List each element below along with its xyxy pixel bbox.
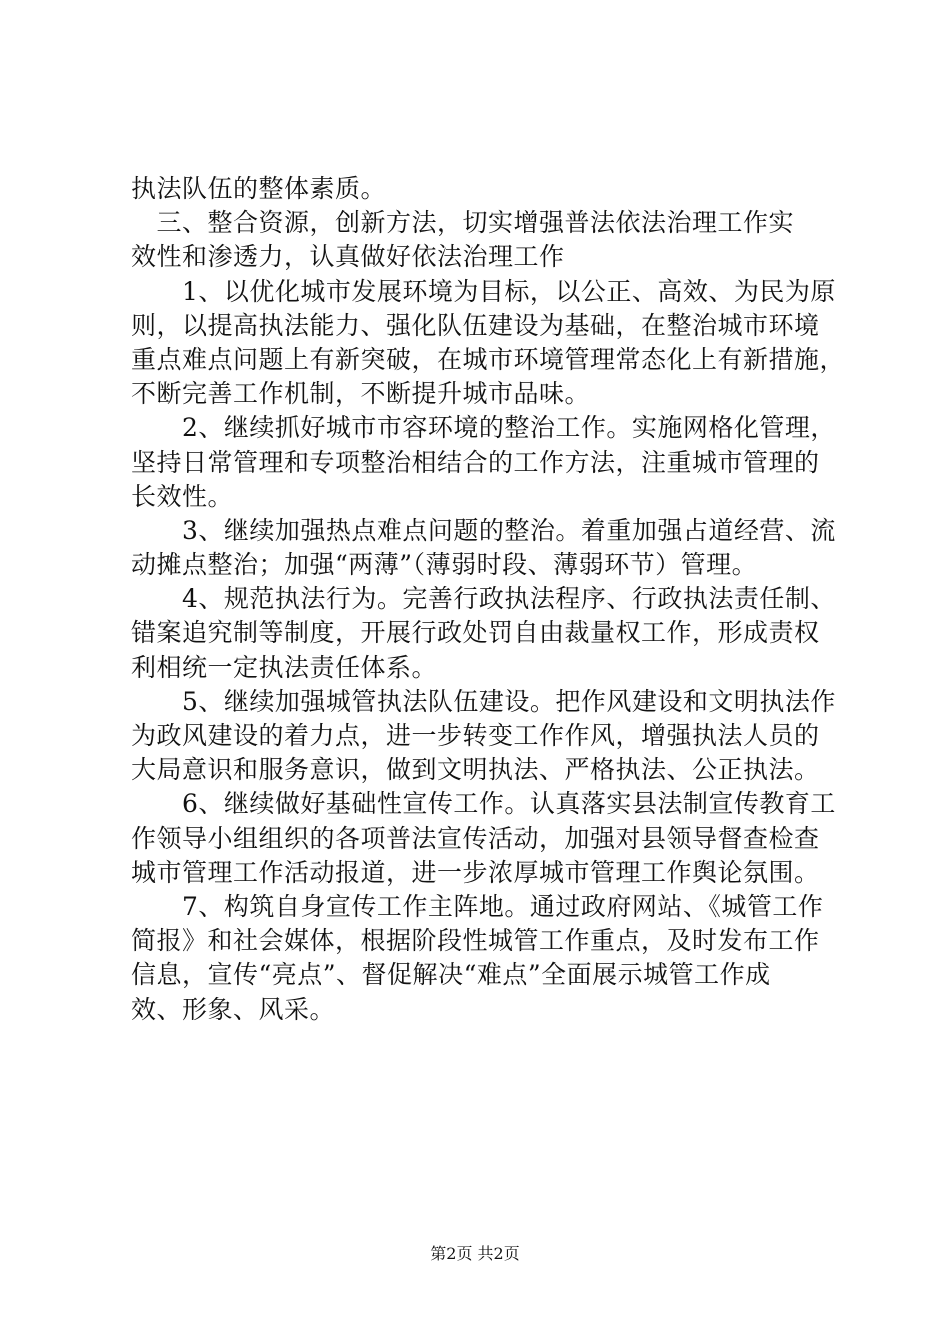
text-line: 长效性。 xyxy=(131,481,234,511)
text-line: 动摊点整治；加强“两薄”（薄弱时段、薄弱环节）管理。 xyxy=(131,550,758,580)
text-line: 为政风建设的着力点，进一步转变工作作风，增强执法人员的 xyxy=(131,721,820,750)
text-line: 简报》和社会媒体，根据阶段性城管工作重点，及时发布工作 xyxy=(131,926,820,956)
text-line: 作领导小组组织的各项普法宣传活动，加强对县领导督查检查 xyxy=(131,823,820,853)
text-line: 2、继续抓好城市市容环境的整治工作。实施网格化管理， xyxy=(131,413,836,443)
text-line: 效、形象、风采。 xyxy=(131,994,336,1024)
text-line: 重点难点问题上有新突破，在城市环境管理常态化上有新措施， xyxy=(131,344,846,374)
text-line: 坚持日常管理和专项整治相结合的工作方法，注重城市管理的 xyxy=(131,447,820,477)
text-line: 城市管理工作活动报道，进一步浓厚城市管理工作舆论氛围。 xyxy=(131,857,820,887)
page-number-footer: 第2页 共2页 xyxy=(430,1244,520,1263)
text-line: 6、继续做好基础性宣传工作。认真落实县法制宣传教育工 xyxy=(131,789,836,819)
text-line: 7、构筑自身宣传工作主阵地。通过政府网站、《城管工作 xyxy=(131,891,824,921)
text-line: 执法队伍的整体素质。 xyxy=(131,174,387,203)
text-line: 错案追究制等制度，开展行政处罚自由裁量权工作，形成责权 xyxy=(131,618,820,648)
section-heading-line: 三、整合资源，创新方法，切实增强普法依法治理工作实 xyxy=(131,208,795,238)
text-line: 大局意识和服务意识，做到文明执法、严格执法、公正执法。 xyxy=(131,755,820,785)
text-line: 利相统一定执法责任体系。 xyxy=(131,652,438,682)
text-line: 信息，宣传“亮点”、督促解决“难点”全面展示城管工作成 xyxy=(131,960,771,990)
text-line: 3、继续加强热点难点问题的整治。着重加强占道经营、流 xyxy=(131,515,836,545)
document-body xyxy=(131,172,846,1027)
text-line: 1、以优化城市发展环境为目标，以公正、高效、为民为原 xyxy=(131,276,836,306)
section-heading-line: 效性和渗透力，认真做好依法治理工作 xyxy=(131,242,565,272)
text-line: 4、规范执法行为。完善行政执法程序、行政执法责任制、 xyxy=(131,584,836,614)
text-line: 5、继续加强城管执法队伍建设。把作风建设和文明执法作 xyxy=(131,686,836,716)
text-line: 不断完善工作机制，不断提升城市品味。 xyxy=(131,379,591,409)
text-line: 则，以提高执法能力、强化队伍建设为基础，在整治城市环境 xyxy=(131,310,820,340)
